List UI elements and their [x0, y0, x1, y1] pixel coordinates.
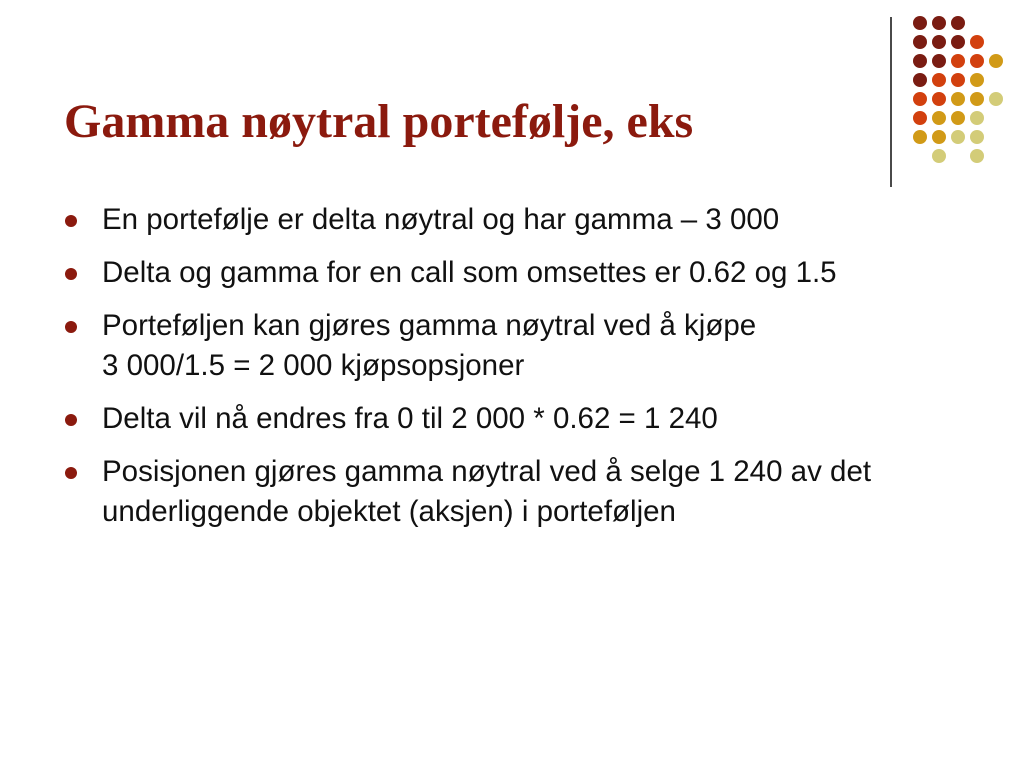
- bullet-list: [64, 200, 984, 545]
- decorative-dot: [932, 92, 946, 106]
- decorative-dot: [913, 16, 927, 30]
- bullet-text: En portefølje er delta nøytral og har gamma – 3 000: [102, 203, 780, 236]
- decorative-dot: [951, 54, 965, 68]
- decorative-dot: [932, 149, 946, 163]
- decorative-dot: [951, 130, 965, 144]
- vertical-divider: [890, 17, 892, 187]
- bullet-dot-icon: [65, 414, 77, 426]
- decorative-dot: [989, 92, 1003, 106]
- decorative-dot: [932, 16, 946, 30]
- decorative-dot: [932, 35, 946, 49]
- list-item: [64, 200, 984, 240]
- decorative-dot: [932, 73, 946, 87]
- list-item: [64, 253, 984, 293]
- decorative-dot: [913, 111, 927, 125]
- bullet-dot-icon: [65, 321, 77, 333]
- decorative-dot: [951, 92, 965, 106]
- decorative-dot: [970, 54, 984, 68]
- list-item: [64, 306, 984, 386]
- decorative-dot: [932, 111, 946, 125]
- bullet-dot-icon: [65, 215, 77, 227]
- decorative-dot: [913, 130, 927, 144]
- bullet-text: Delta og gamma for en call som omsettes er 0.62 og 1.5: [102, 256, 837, 289]
- decorative-dot: [951, 35, 965, 49]
- slide-title: Gamma nøytral portefølje, eks: [64, 95, 694, 148]
- decorative-dot: [913, 35, 927, 49]
- decorative-dot: [989, 54, 1003, 68]
- list-item: [64, 452, 984, 532]
- decorative-dot: [913, 92, 927, 106]
- bullet-text: Posisjonen gjøres gamma nøytral ved å selge 1 240 av det underliggende objektet (aksjen) i porteføljen: [102, 455, 872, 528]
- decorative-dot: [951, 111, 965, 125]
- decorative-dot: [970, 73, 984, 87]
- decorative-dot: [970, 92, 984, 106]
- decorative-dot: [951, 16, 965, 30]
- bullet-dot-icon: [65, 268, 77, 280]
- decorative-dot: [932, 130, 946, 144]
- bullet-text: Porteføljen kan gjøres gamma nøytral ved å kjøpe 3 000/1.5 = 2 000 kjøpsopsjoner: [102, 309, 757, 382]
- decorative-dot: [913, 54, 927, 68]
- decorative-dot: [951, 73, 965, 87]
- bullet-text: Delta vil nå endres fra 0 til 2 000 * 0.62 = 1 240: [102, 402, 718, 435]
- decorative-dot: [970, 35, 984, 49]
- decorative-dot: [970, 111, 984, 125]
- decorative-dot: [970, 130, 984, 144]
- decorative-dot: [970, 149, 984, 163]
- list-item: [64, 399, 984, 439]
- decorative-dot: [913, 73, 927, 87]
- bullet-dot-icon: [65, 467, 77, 479]
- decorative-dot: [932, 54, 946, 68]
